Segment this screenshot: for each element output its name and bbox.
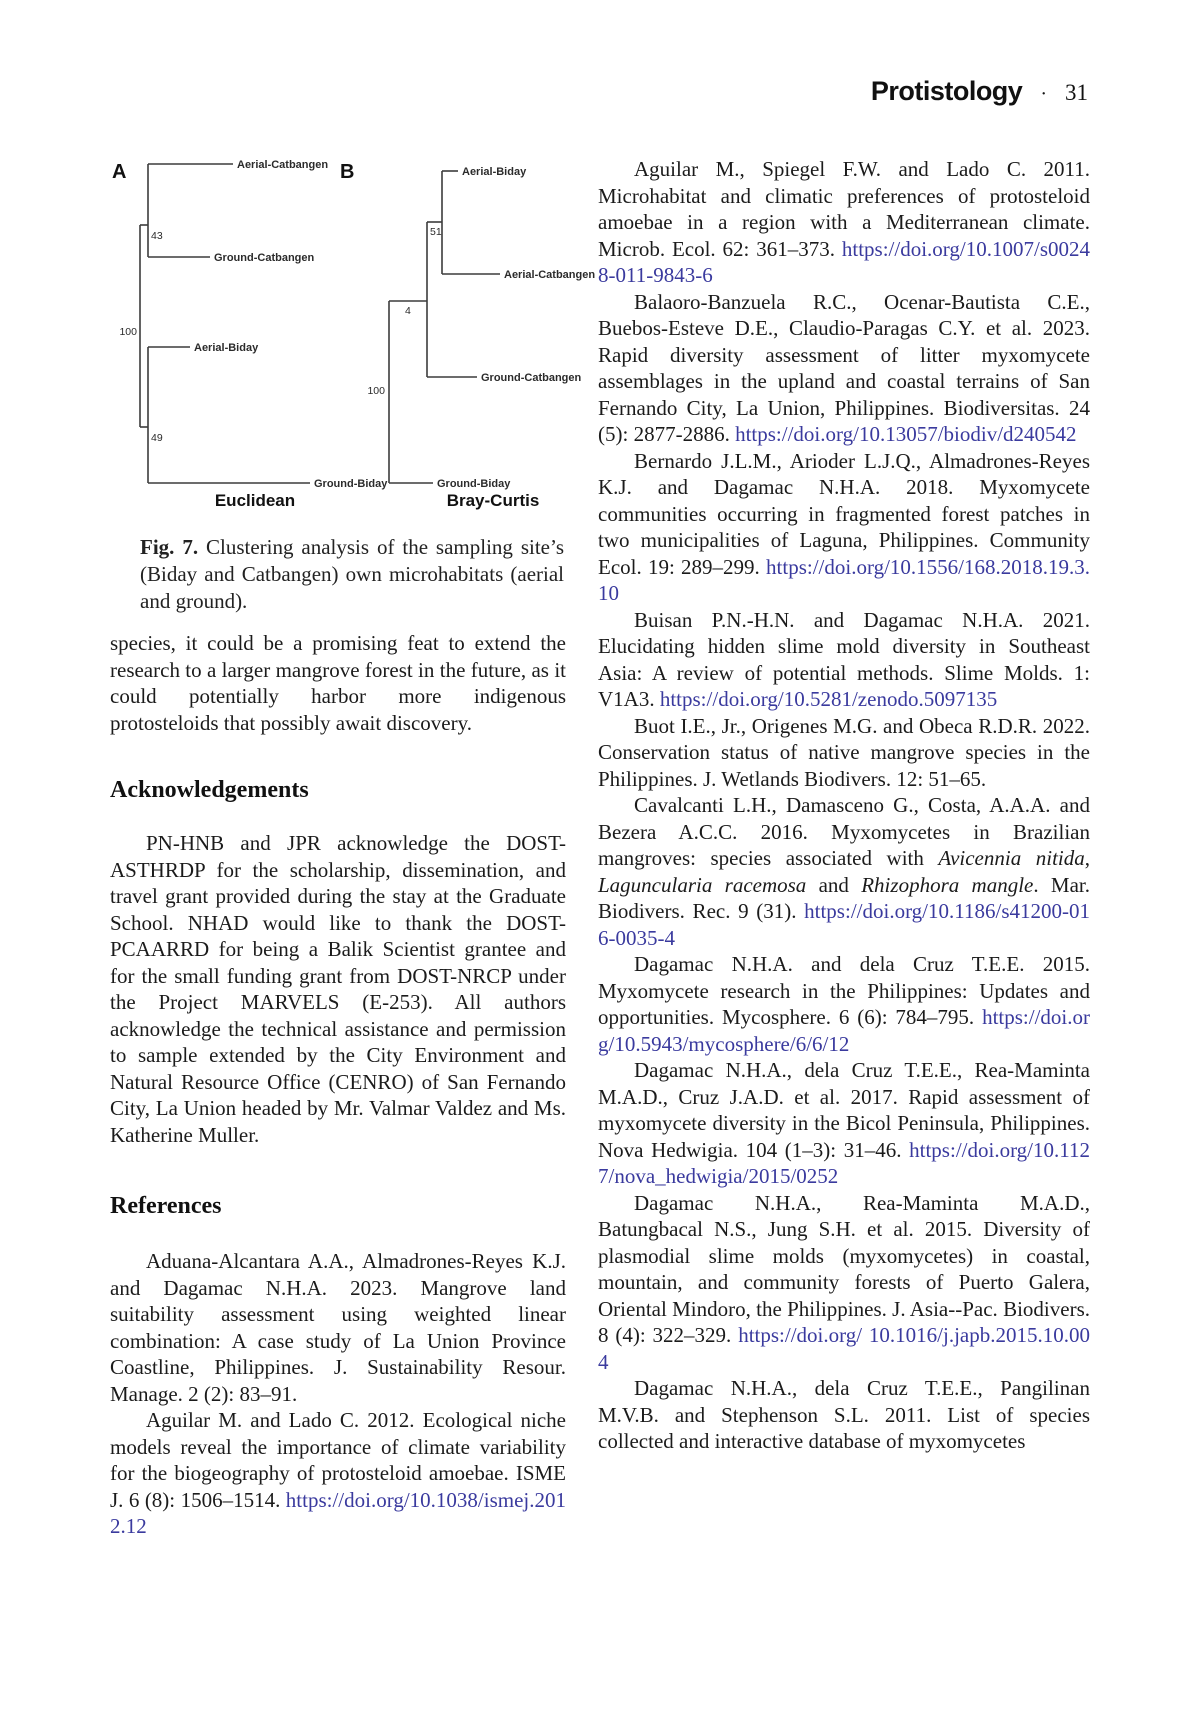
method-label-euclidean: Euclidean [214, 491, 296, 510]
reference-text: Buisan P.N.-H.N. and Dagamac N.H.A. 2021. Elucidating hidden slime mold diversity in Southeast Asia: A review of potential methods. Slime Molds. 1: V1A3. [598, 607, 1090, 711]
body-paragraph: species, it could be a promising feat to extend the research to a larger mangrove forest in the future, as it could potentially harbor more indigenous protosteloids that possibly await discovery. [110, 631, 566, 735]
reference-text: Dagamac N.H.A., Rea-Maminta M.A.D., Batungbacal N.S., Jung S.H. et al. 2015. Diversity of plasmodial slime molds (myxomycetes) in coastal, mountain, and community forests of Puerto Galera, Oriental Mindoro, the Philippines. J. Asia--Pac. Biodivers. 8 (4): 322–329. [598, 1190, 1090, 1347]
reference-entry [598, 1057, 1090, 1190]
reference-text: Aguilar M. and Lado C. 2012. Ecological niche models reveal the importance of climate variability for the biogeography of protosteloid amoebae. ISME J. 6 (8): 1506–1514. [110, 1408, 566, 1512]
species-name-italic: Avicennia nitida [938, 846, 1085, 870]
support-value: 43 [151, 230, 163, 242]
reference-text: , [1084, 846, 1090, 870]
leaf-label: Aerial-Biday [462, 166, 527, 178]
support-value: 49 [151, 432, 163, 444]
reference-text: and [806, 872, 862, 897]
species-name-italic: Laguncularia racemosa [598, 872, 807, 897]
doi-link[interactable]: https://doi.org/10.1007/s00248-011-9843-6 [598, 236, 1090, 287]
figure-caption [140, 534, 564, 615]
method-label-bray-curtis: Bray-Curtis [446, 491, 540, 510]
figure-caption-label: Fig. 7. [140, 535, 199, 559]
reference-text: Cavalcanti L.H., Damasceno G., Costa, A.A.A. and Bezera A.C.C. 2016. Myxomycetes in Brazilian mangroves: species associated with [598, 793, 1090, 870]
page-number: 31 [1065, 80, 1088, 105]
leaf-label: Ground-Catbangen [481, 372, 582, 384]
doi-link[interactable]: https://doi.org/ 10.1016/j.japb.2015.10.004 [598, 1323, 1091, 1374]
panel-b-letter: B [340, 161, 355, 183]
leaf-label: Aerial-Biday [194, 342, 259, 354]
panel-b-branches [389, 171, 500, 483]
doi-link[interactable]: https://doi.org/10.1038/ismej.2012.12 [110, 1487, 566, 1538]
leaf-label: Aerial-Catbangen [504, 269, 596, 281]
reference-entry [110, 1407, 566, 1540]
reference-text: Aduana-Alcantara A.A., Almadrones-Reyes K.J. and Dagamac N.H.A. 2023. Mangrove land suitability assessment using weighted linear combination: A case study of La Union Province Coastline, Philippines. J. Sustainability Resour. Manage. 2 (2): 83–91. [110, 1249, 566, 1406]
panel-a-letter: A [112, 161, 127, 183]
head-separator: · [1040, 83, 1047, 105]
reference-text: Balaoro-Banzuela R.C., Ocenar-Bautista C.E., Buebos-Esteve D.E., Claudio-Paragas C.Y. et al. 2023. Rapid diversity assessment of litter myxomycete assemblages in the upland and coastal terrains of San Fernando City, La Union, Philippines. Biodiversitas. 24 (5): 2877-2886. [598, 289, 1090, 446]
support-value: 4 [405, 305, 411, 317]
reference-entry [598, 951, 1090, 1057]
species-name-italic: Rhizophora mangle [861, 872, 1034, 897]
references-heading: References [110, 1193, 222, 1219]
acknowledgements-heading: Acknowledgements [110, 777, 309, 803]
panel-a [112, 159, 388, 510]
reference-entry [598, 1375, 1090, 1455]
dendrogram-figure [100, 142, 640, 520]
reference-entry [598, 448, 1090, 607]
reference-entry [598, 607, 1090, 713]
figure-caption-text: Clustering analysis of the sampling site’s (Biday and Catbangen) own microhabitats (aerial and ground). [140, 535, 564, 613]
reference-entry [598, 156, 1090, 289]
reference-text: Dagamac N.H.A., dela Cruz T.E.E., Pangilinan M.V.B. and Stephenson S.L. 2011. List of species collected and interactive database of myxomycetes [598, 1376, 1090, 1453]
reference-entry [598, 713, 1090, 793]
journal-title: Protistology [870, 76, 1023, 106]
support-value: 100 [119, 326, 137, 338]
doi-link[interactable]: https://doi.org/10.1127/nova_hedwigia/2015/0252 [598, 1137, 1090, 1188]
leaf-label: Aerial-Catbangen [237, 159, 329, 171]
running-head [871, 76, 1088, 107]
doi-link[interactable]: https://doi.org/10.1556/168.2018.19.3.10 [598, 554, 1090, 605]
panel-b [340, 161, 595, 510]
reference-entry [598, 1190, 1090, 1376]
reference-text: Dagamac N.H.A. and dela Cruz T.E.E. 2015. Myxomycete research in the Philippines: Updates and opportunities. Mycosphere. 6 (6): 784–795. [598, 952, 1090, 1029]
reference-text: Buot I.E., Jr., Origenes M.G. and Obeca R.D.R. 2022. Conservation status of native mangrove species in the Philippines. J. Wetlands Biodivers. 12: 51–65. [598, 713, 1090, 791]
reference-text: . Mar. Biodivers. Rec. 9 (31). [598, 872, 1091, 923]
leaf-label: Ground-Biday [437, 478, 511, 490]
support-value: 51 [430, 226, 442, 238]
acknowledgements-paragraph: PN-HNB and JPR acknowledge the DOST-ASTHRDP for the scholarship, dissemination, and travel grant provided during the stay at the Graduate School. NHAD would like to thank the DOST-PCAARRD for being a Balik Scientist grantee and for the small funding grant from DOST-NRCP under the Project MARVELS (E-253). All authors acknowledge the technical assistance and permission to sample extended by the City Environment and Natural Resource Office (CENRO) of San Fernando City, La Union headed by Mr. Valmar Valdez and Ms. Katherine Muller. [110, 831, 566, 1147]
doi-link[interactable]: https://doi.org/10.5281/zenodo.5097135 [659, 687, 998, 711]
doi-link[interactable]: https://doi.org/10.13057/biodiv/d240542 [735, 422, 1077, 446]
reference-entry [598, 289, 1090, 448]
doi-link[interactable]: https://doi.org/10.5943/mycosphere/6/6/12 [598, 1005, 1090, 1056]
reference-text: Bernardo J.L.M., Arioder L.J.Q., Almadrones-Reyes K.J. and Dagamac N.H.A. 2018. Myxomycete communities occurring in fragmented forest patches in two municipalities of Laguna, Philippines. Community Ecol. 19: 289–299. [598, 448, 1090, 579]
reference-entry [598, 792, 1090, 951]
right-column [598, 156, 1090, 1455]
reference-entry [110, 1248, 566, 1407]
leaf-label: Ground-Biday [314, 478, 388, 490]
support-value: 100 [367, 385, 385, 397]
leaf-label: Ground-Catbangen [214, 252, 315, 264]
left-column [110, 630, 566, 1540]
reference-text: Aguilar M., Spiegel F.W. and Lado C. 2011. Microhabitat and climatic preferences of protosteloid amoebae in a region with a Mediterranean climate. Microb. Ecol. 62: 361–373. [598, 157, 1090, 261]
reference-text: Dagamac N.H.A., dela Cruz T.E.E., Rea-Maminta M.A.D., Cruz J.A.D. et al. 2017. Rapid assessment of myxomycete diversity in the Bicol Peninsula, Philippines. Nova Hedwigia. 104 (1–3): 31–46. [598, 1058, 1090, 1162]
panel-a-branches [140, 164, 310, 483]
doi-link[interactable]: https://doi.org/10.1186/s41200-016-0035-4 [598, 899, 1090, 950]
